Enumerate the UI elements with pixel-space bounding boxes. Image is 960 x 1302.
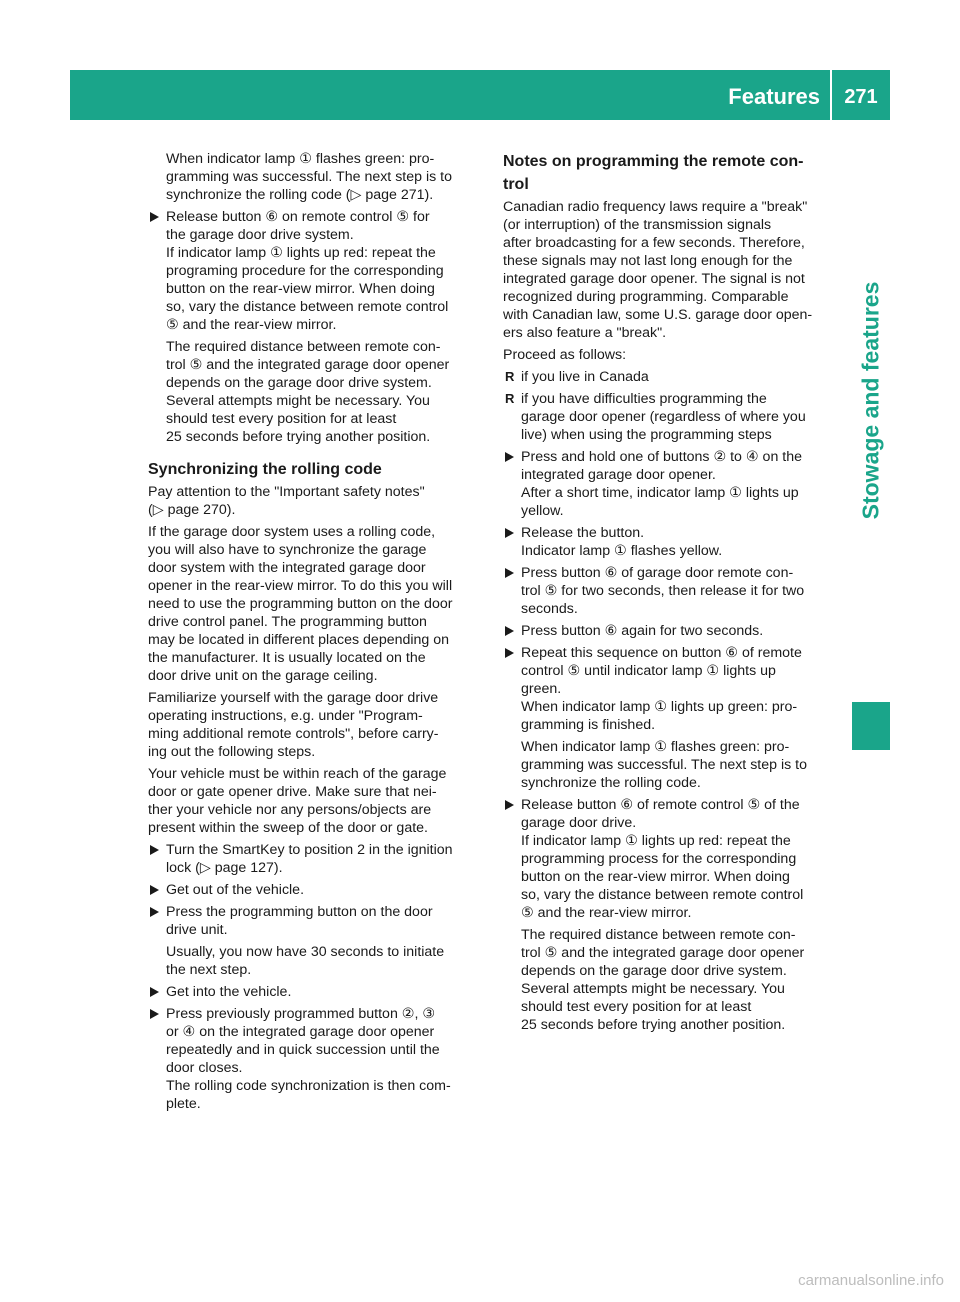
text-line: ⑤ and the rear-view mirror. [521,905,692,921]
text-line: ming additional remote controls", before carry- [148,726,439,742]
text-line: the manufacturer. It is usually located on the [148,650,426,666]
text-line: programming process for the corresponding [521,851,797,867]
text-line: button on the rear-view mirror. When doing [521,869,790,885]
text-line: The required distance between remote con- [166,339,441,355]
text-line: Your vehicle must be within reach of the garage [148,766,447,782]
text-line: 25 seconds before trying another position. [166,429,431,445]
text-line: drive unit. [166,922,228,938]
step-release [503,524,837,560]
text-line: When indicator lamp ① flashes green: pro- [521,739,790,755]
text-line: gramming was successful. The next step is to [521,757,807,773]
text-line: Several attempts might be necessary. You [521,981,785,997]
text-line: The required distance between remote con- [521,927,796,943]
text-line: Canadian radio frequency laws require a "break" [503,199,808,215]
text-line: (▷ page 270). [148,502,236,518]
text-line: yellow. [521,503,564,519]
text-line: Pay attention to the "Important safety notes" [148,484,425,500]
text-line: The rolling code synchronization is then com- [166,1078,451,1094]
text-line: integrated garage door opener. The signal is not [503,271,805,287]
text-line: door closes. [166,1060,243,1076]
text-line: trol ⑤ for two seconds, then release it for two [521,583,805,599]
paragraph [503,346,837,364]
step-press-and-hold [503,448,837,520]
text-line: trol ⑤ and the integrated garage door opener [521,945,805,961]
text-line: Release the button. [521,525,645,541]
text-line: so, vary the distance between remote control [521,887,804,903]
intro-paragraph [148,150,484,204]
bullet-item [503,390,837,444]
page-header [70,70,890,120]
text-line: repeatedly and in quick succession until the [166,1042,440,1058]
text-line: Press the programming button on the door [166,904,433,920]
text-line: should test every position for at least [166,411,397,427]
text-line: Press previously programmed button ②, ③ [166,1006,436,1022]
text-line: operating instructions, e.g. under "Program- [148,708,423,724]
step-press-programming-button [148,903,484,939]
text-line: programing procedure for the corresponding [166,263,444,279]
paragraph [148,483,484,519]
section-heading: Synchronizing the rolling code [148,461,382,478]
text-line: 25 seconds before trying another position. [521,1017,786,1033]
text-line: synchronize the rolling code (▷ page 271). [166,187,434,203]
text-line: garage door drive. [521,815,637,831]
text-line: synchronize the rolling code. [521,775,701,791]
step-release-remote-button [503,796,837,922]
step-note [148,943,484,979]
text-line: R if you have difficulties programming the [521,391,767,407]
paragraph [148,689,484,761]
text-line: depends on the garage door drive system. [521,963,787,979]
step-note [503,926,837,1034]
paragraph [148,765,484,837]
text-line: gramming was successful. The next step is to [166,169,452,185]
watermark: carmanualsonline.info [798,1272,944,1289]
left-column [148,150,484,1117]
text-line: these signals may not last long enough for the [503,253,793,269]
text-line: so, vary the distance between remote control [166,299,449,315]
text-line: Release button ⑥ of remote control ⑤ of the [521,797,800,813]
paragraph [503,198,837,342]
text-line: door system with the integrated garage door [148,560,426,576]
text-line: drive control panel. The programming button [148,614,427,630]
step-turn-smartkey [148,841,484,877]
text-line: the next step. [166,962,252,978]
right-column [503,150,837,1038]
step-press-remote-button [503,564,837,618]
text-line: control ⑤ until indicator lamp ① lights up [521,663,776,679]
step-note [503,738,837,792]
text-line: trol [503,176,529,193]
text-line: integrated garage door opener. [521,467,716,483]
text-line: the garage door drive system. [166,227,354,243]
text-line: gramming is finished. [521,717,656,733]
text-line: If indicator lamp ① lights up red: repeat the [166,245,436,261]
step-note [148,338,484,446]
text-line: after broadcasting for a few seconds. Therefore, [503,235,805,251]
text-line: If the garage door system uses a rolling code, [148,524,436,540]
text-line: opener in the rear-view mirror. To do this you will [148,578,453,594]
text-line: you will also have to synchronize the garage [148,542,427,558]
text-line: ⑤ and the rear-view mirror. [166,317,337,333]
text-line: If indicator lamp ① lights up red: repeat the [521,833,791,849]
text-line: Familiarize yourself with the garage door drive [148,690,439,706]
text-line: live) when using the programming steps [521,427,772,443]
chapter-tab-label: Stowage and features [857,281,884,519]
text-line: Proceed as follows: [503,347,627,363]
text-line: trol ⑤ and the integrated garage door opener [166,357,450,373]
text-line: depends on the garage door drive system. [166,375,432,391]
text-line: garage door opener (regardless of where you [521,409,806,425]
step-get-in [148,983,484,1001]
step-press-again [503,622,837,640]
text-line: need to use the programming button on the door [148,596,453,612]
text-line: When indicator lamp ① flashes green: pro- [166,151,435,167]
text-line: present within the sweep of the door or gate. [148,820,428,836]
text-line: Notes on programming the remote con- [503,153,804,170]
text-line: Press and hold one of buttons ② to ④ on the [521,449,802,465]
step-release-button [148,208,484,334]
text-line: may be located in different places depending on [148,632,450,648]
text-line: (or interruption) of the transmission signals [503,217,772,233]
text-line: should test every position for at least [521,999,752,1015]
text-line: ers also feature a "break". [503,325,667,341]
text-line: When indicator lamp ① lights up green: pro- [521,699,798,715]
text-line: Repeat this sequence on button ⑥ of remote [521,645,802,661]
text-line: door drive unit on the garage ceiling. [148,668,378,684]
text-line: button on the rear-view mirror. When doing [166,281,435,297]
text-line: Indicator lamp ① flashes yellow. [521,543,723,559]
text-line: ther your vehicle nor any persons/objects are [148,802,432,818]
text-line: recognized during programming. Comparable [503,289,789,305]
text-line: Press button ⑥ of garage door remote con- [521,565,794,581]
chapter-tab [852,120,890,680]
chapter-marker [852,702,890,750]
paragraph [148,523,484,685]
text-line: Usually, you now have 30 seconds to initiate [166,944,445,960]
step-press-previous-button [148,1005,484,1113]
text-line: R if you live in Canada [521,369,649,385]
section-title: Features [728,84,820,109]
page-number: 271 [844,86,878,108]
text-line: door or gate opener drive. Make sure that nei- [148,784,437,800]
text-line: Get out of the vehicle. [166,882,305,898]
text-line: lock (▷ page 127). [166,860,283,876]
text-line: Turn the SmartKey to position 2 in the ignition [166,842,453,858]
text-line: Press button ⑥ again for two seconds. [521,623,764,639]
text-line: After a short time, indicator lamp ① lights up [521,485,799,501]
text-line: ing out the following steps. [148,744,316,760]
step-get-out [148,881,484,899]
section-heading [503,150,837,196]
text-line: seconds. [521,601,578,617]
text-line: with Canadian law, some U.S. garage door open- [503,307,813,323]
text-line: Release button ⑥ on remote control ⑤ for [166,209,430,225]
text-line: Get into the vehicle. [166,984,292,1000]
bullet-item [503,368,837,386]
text-line: or ④ on the integrated garage door opener [166,1024,435,1040]
text-line: Several attempts might be necessary. You [166,393,430,409]
text-line: green. [521,681,562,697]
step-repeat-sequence [503,644,837,734]
text-line: plete. [166,1096,201,1112]
